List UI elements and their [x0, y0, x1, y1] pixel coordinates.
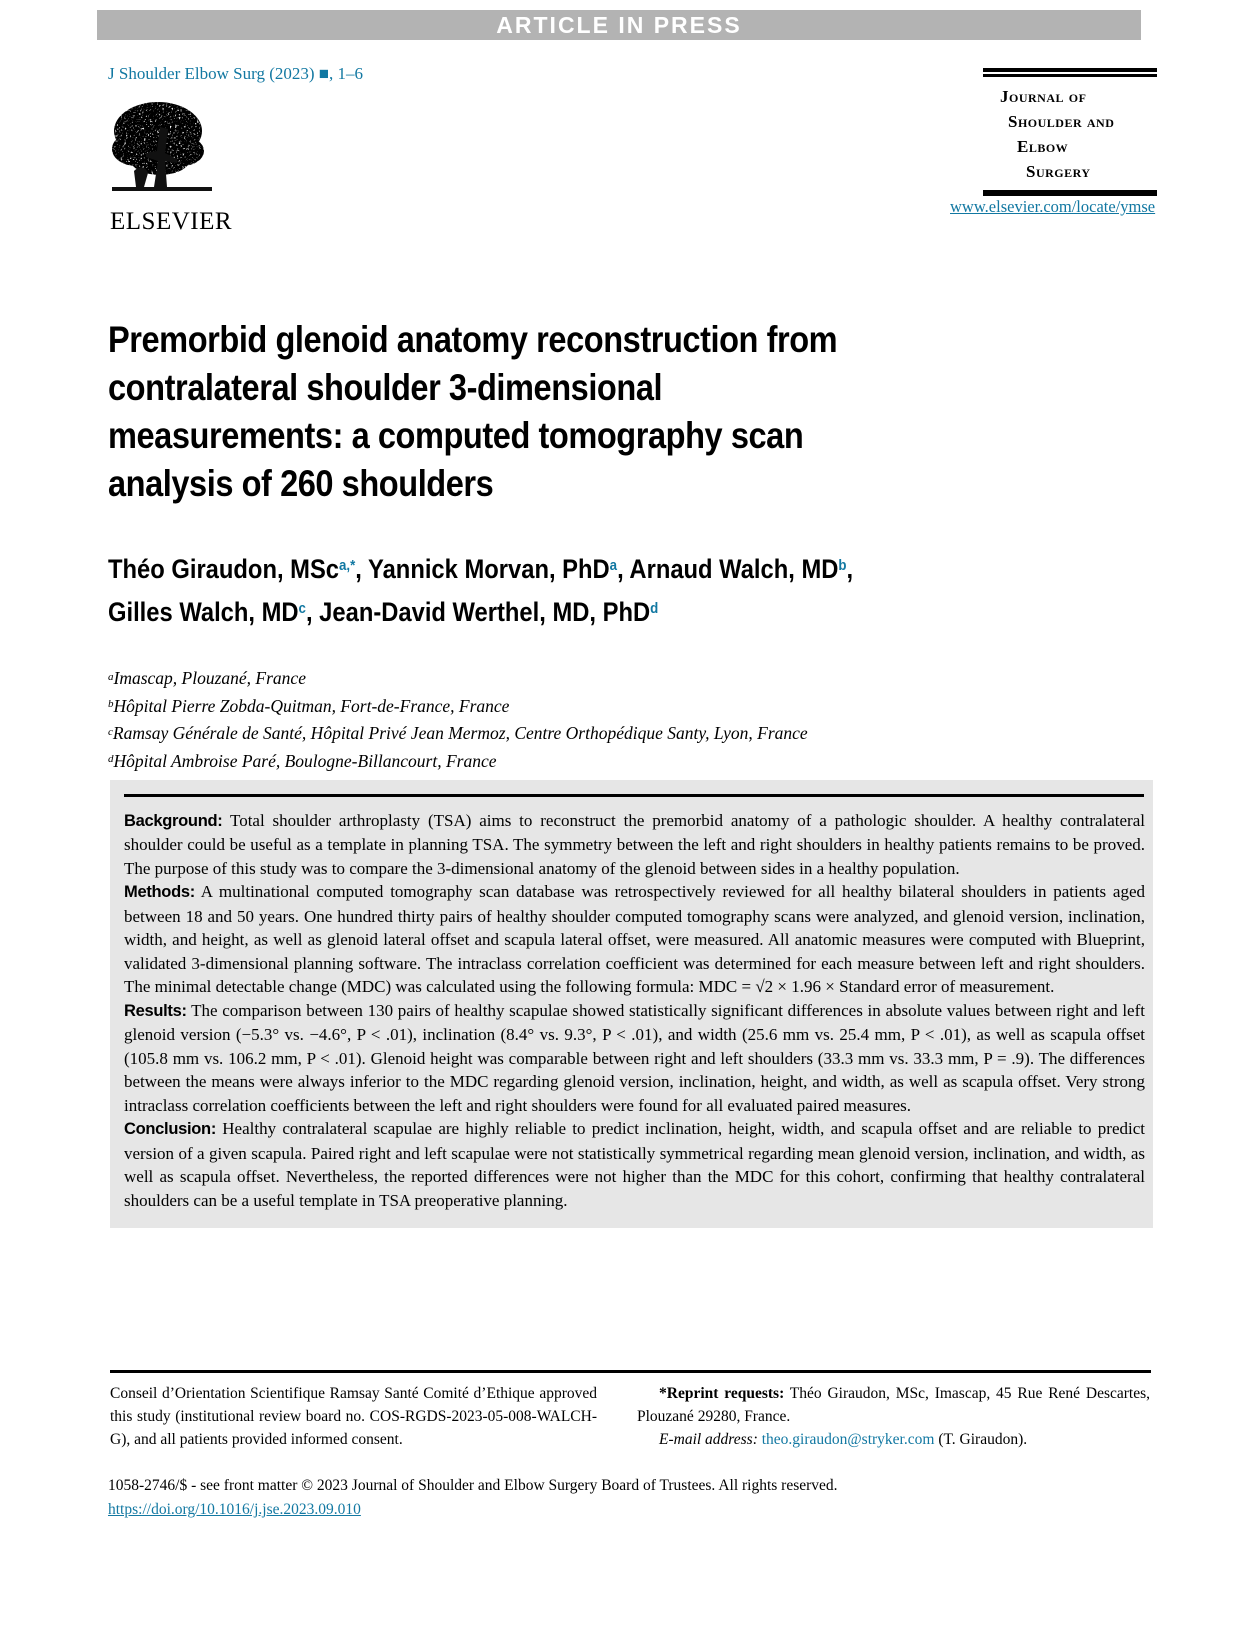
abstract-divider	[124, 794, 1144, 797]
article-title	[108, 316, 937, 508]
abstract-label: Conclusion:	[124, 1120, 217, 1138]
author: Théo Giraudon, MSc$^{a,*}$,	[108, 554, 369, 584]
affiliation: $^d$Hôpital Ambroise Paré, Boulogne-Billancourt, France	[108, 750, 497, 771]
logo-rule-top-thin	[983, 74, 1157, 77]
logo-rule-top-thick	[983, 68, 1157, 72]
email-label: E-mail address:	[659, 1431, 758, 1448]
author: Arnaud Walch, $MD^b$,	[629, 554, 854, 584]
abstract-section-results: Results: The comparison between 130 pairs of healthy scapulae showed statistically significant differences in absolute values between right and left glenoid version (−5.3° vs. −4.6°, P < .01), inclination (8.4° vs. 9.3°, P < .01), and width (25.6 mm vs. 25.4 mm, P < .01), as well as scapula offset (105.8 mm vs. 106.2 mm, P < .01). Glenoid height was comparable between right and left shoulders (33.3 mm vs. 33.3 mm, P = .9). The differences between the means were always inferior to the MDC regarding glenoid version, inclination, height, and width, as well as scapula offset. Very strong intraclass correlation coefficients between the left and right shoulders were found for all evaluated paired measures.	[124, 1000, 1145, 1115]
abstract-section-methods: Methods: A multinational computed tomography scan database was retrospectively reviewed for all healthy bilateral shoulders in patients aged between 18 and 50 years. One hundred thirty pairs of healthy shoulder computed tomography scans were analyzed, and glenoid version, inclination, width, and height, as well as glenoid lateral offset and scapula lateral offset, were measured. All anatomic measures were computed with Blueprint, validated 3-dimensional planning software. The intraclass correlation coefficient was determined for each measure between left and right shoulders. The minimal detectable change (MDC) was calculated using the following formula: MDC = √2 × 1.96 × Standard error of measurement.	[124, 882, 1145, 996]
author-line	[108, 550, 853, 593]
author-line	[108, 593, 853, 636]
email-paragraph: E-mail address: theo.giraudon@stryker.com (T. Giraudon).	[659, 1431, 1028, 1448]
logo-rule-bottom-thick	[983, 192, 1157, 196]
banner-text: ARTICLE IN PRESS	[496, 12, 742, 38]
title-line: contralateral shoulder 3-dimensional	[108, 367, 663, 408]
elsevier-logo	[110, 101, 240, 236]
author-affiliation-mark: d	[650, 599, 659, 617]
journal-url-link[interactable]: www.elsevier.com/locate/ymse	[950, 197, 1156, 216]
author: Yannick Morvan, PhD$^a$,	[368, 554, 630, 584]
abstract-label: Results:	[124, 1001, 187, 1020]
affiliation: $^b$Hôpital Pierre Zobda-Quitman, Fort-de-France, France	[108, 695, 510, 716]
reprint-footnote	[637, 1382, 1150, 1451]
affiliation-mark: b	[108, 698, 114, 711]
article-in-press-banner	[97, 10, 1141, 40]
title-line: analysis of 260 shoulders	[108, 463, 494, 504]
title-line: measurements: a computed tomography scan	[108, 415, 804, 456]
journal-logo	[983, 68, 1157, 196]
affiliation: $^a$Imascap, Plouzané, France	[108, 668, 306, 688]
author-affiliation-mark: c	[298, 599, 306, 617]
affiliation-list	[108, 666, 808, 776]
journal-logo-lines	[983, 84, 1157, 184]
footnote-divider	[110, 1370, 1151, 1373]
reprint-request-paragraph: *Reprint requests: Théo Giraudon, MSc, Imascap, 45 Rue René Descartes, Plouzané 29280, France.	[637, 1385, 1150, 1425]
author-affiliation-mark: a,*	[339, 556, 356, 574]
ethics-footnote: Conseil d’Orientation Scientifique Ramsay Santé Comité d’Ethique approved this study (institutional review board no. COS-RGDS-2023-05-008-WALCH-G), and all patients provided informed consent.	[110, 1385, 597, 1448]
email-link[interactable]: theo.giraudon@stryker.com	[761, 1431, 935, 1448]
author: Gilles Walch, $MD^c$,	[108, 597, 320, 627]
affiliation-mark: c	[108, 725, 113, 738]
affiliation-mark: a	[108, 670, 114, 683]
elsevier-wordmark: ELSEVIER	[110, 208, 233, 235]
journal-citation: J Shoulder Elbow Surg (2023) ■, 1–6	[108, 64, 364, 83]
abstract-label: Background:	[124, 811, 223, 830]
reprint-label: *Reprint requests:	[659, 1385, 785, 1402]
copyright-line: 1058-2746/$ - see front matter © 2023 Journal of Shoulder and Elbow Surgery Board of Trustees. All rights reserved.	[108, 1477, 838, 1494]
affiliation-mark: d	[108, 753, 114, 766]
journal-logo-line: Journal of	[1000, 86, 1087, 106]
abstract-section-conclusion: Conclusion: Healthy contralateral scapulae are highly reliable to predict inclination, height, width, and scapula offset and are reliable to predict version of a given scapula. Paired right and left scapulae were not statistically symmetrical regarding mean glenoid version, inclination, and width, as well as scapula offset. Nevertheless, the reported differences were not higher than the MDC for this cohort, confirming that healthy contralateral shoulders can be a useful template in TSA preoperative planning.	[124, 1119, 1145, 1210]
abstract-section-background: Background: Total shoulder arthroplasty (TSA) aims to reconstruct the premorbid anatomy of a pathologic shoulder. A healthy contralateral shoulder could be useful as a template in planning TSA. The symmetry between the left and right shoulders in healthy patients remains to be proved. The purpose of this study was to compare the 3-dimensional anatomy of the glenoid between sides in a healthy population.	[124, 810, 1145, 878]
journal-logo-line: Elbow	[1017, 136, 1069, 156]
affiliation: $^c$Ramsay Générale de Santé, Hôpital Privé Jean Mermoz, Centre Orthopédique Santy, Lyon, France	[108, 723, 808, 743]
author-affiliation-mark: a	[609, 556, 618, 574]
author-list	[108, 550, 955, 636]
author: Jean-David Werthel, MD, PhD$^d$	[319, 597, 659, 627]
journal-logo-line: Surgery	[1026, 161, 1091, 181]
title-line: Premorbid glenoid anatomy reconstruction from	[108, 319, 838, 360]
author-affiliation-mark: b	[838, 556, 847, 574]
elsevier-tree-icon	[110, 101, 214, 201]
doi-link[interactable]: https://doi.org/10.1016/j.jse.2023.09.010	[108, 1501, 361, 1518]
journal-logo-line: Shoulder and	[1008, 111, 1115, 131]
abstract-label: Methods:	[124, 883, 195, 901]
abstract-box	[110, 780, 1153, 1228]
